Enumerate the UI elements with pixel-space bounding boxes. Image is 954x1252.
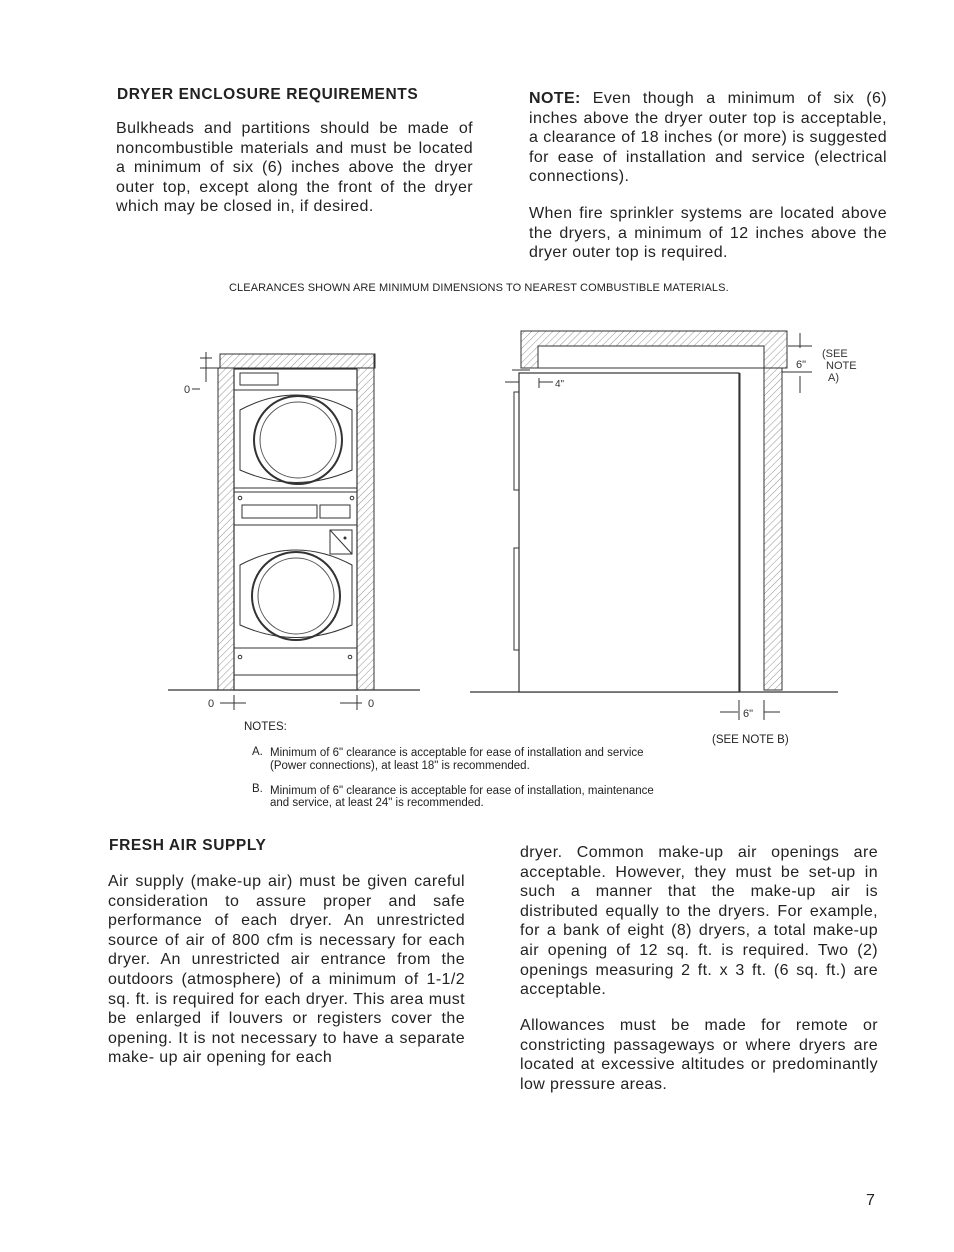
note-a-line2: (Power connections), at least 18" is recommended. bbox=[270, 760, 530, 772]
section-heading-enclosure: DRYER ENCLOSURE REQUIREMENTS bbox=[117, 86, 419, 103]
front-top-label: 0 bbox=[184, 384, 191, 396]
notes-label: NOTES: bbox=[244, 721, 287, 733]
fresh-air-right-paragraph-2: Allowances must be made for remote or constricting passageways or where dryers are located at excessive altitudes or predominantly low pressure areas. bbox=[520, 1017, 878, 1093]
side-view bbox=[470, 331, 857, 720]
see-note-b-label: (SEE NOTE B) bbox=[712, 734, 789, 746]
note-a-marker: A. bbox=[252, 746, 263, 758]
front-bottom-left-label: 0 bbox=[208, 698, 215, 710]
see-note-a-line3: A) bbox=[828, 372, 839, 384]
page-number: 7 bbox=[866, 1192, 875, 1209]
note-text: Even though a minimum of six (6) inches above the dryer outer top is acceptable, a clearance of 18 inches (or more) is suggested for ease of installation and service (electrical connections). bbox=[529, 90, 887, 186]
fresh-air-right-paragraph-1: dryer. Common make-up air openings are acceptable. However, they must be set-up in such a manner that the make-up air is distributed equally to the dryers. For example, for a bank of eight (8) dryers, a total make-up air opening of 12 sq. ft. is required. Two (2) openings measuring 2 ft. x 3 ft. (6 sq. ft.) are acceptable. bbox=[520, 844, 878, 999]
figure-caption: CLEARANCES SHOWN ARE MINIMUM DIMENSIONS TO NEAREST COMBUSTIBLE MATERIALS. bbox=[229, 282, 729, 294]
note-a-line1: Minimum of 6" clearance is acceptable for ease of installation and service bbox=[270, 747, 644, 759]
clearance-diagram bbox=[0, 300, 954, 730]
enclosure-paragraph: Bulkheads and partitions should be made of noncombustible materials and must be located a minimum of six (6) inches above the dryer outer top, except along the front of the dryer which may be closed in, if desired. bbox=[116, 120, 473, 216]
sprinkler-paragraph: When fire sprinkler systems are located above the dryers, a minimum of 12 inches above the dryer outer top is required. bbox=[529, 205, 887, 262]
top-gap-label: 6" bbox=[796, 359, 807, 371]
note-label: NOTE: bbox=[529, 90, 581, 107]
front-gap-label: 4" bbox=[555, 379, 565, 390]
note-paragraph bbox=[529, 89, 887, 187]
section-heading-fresh-air: FRESH AIR SUPPLY bbox=[109, 837, 267, 854]
rear-gap-label: 6" bbox=[743, 708, 754, 720]
note-b-marker: B. bbox=[252, 783, 263, 795]
note-b-line1: Minimum of 6" clearance is acceptable for ease of installation, maintenance bbox=[270, 785, 654, 797]
see-note-a-line1: (SEE bbox=[822, 348, 848, 360]
front-bottom-right-label: 0 bbox=[368, 698, 375, 710]
fresh-air-left-paragraph: Air supply (make-up air) must be given careful consideration to assure proper and safe performance of each dryer. An unrestricted source of air of 800 cfm is necessary for each dryer. An unrestricted air entrance from the outdoors (atmosphere) of a minimum of 1-1/2 sq. ft. is required for each dryer. This area must be enlarged if louvers or registers cover the opening. It is not necessary to have a separate make- up air opening for each bbox=[108, 873, 465, 1067]
note-b-line2: and service, at least 24" is recommended. bbox=[270, 797, 484, 809]
front-view bbox=[168, 352, 420, 710]
see-note-a-line2: NOTE bbox=[826, 360, 857, 372]
